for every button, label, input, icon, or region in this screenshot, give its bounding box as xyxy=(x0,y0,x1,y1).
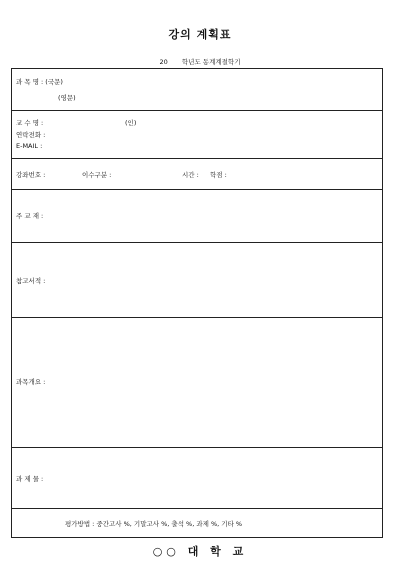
textbook-label: 주 교 재 : xyxy=(16,212,44,220)
course-name-en-label: (영문) xyxy=(58,94,76,102)
course-info-row xyxy=(12,159,382,190)
course-name-row xyxy=(12,69,382,111)
hours-label: 시간 : xyxy=(182,171,199,179)
grading-row xyxy=(12,509,382,537)
course-name-label: 과 목 명 : (국문) xyxy=(16,78,63,86)
professor-row xyxy=(12,111,382,159)
page-title: 강의 계획표 xyxy=(168,28,232,41)
email-label: E-MAIL : xyxy=(16,142,43,150)
professor-label: 교 수 명 : xyxy=(16,119,44,127)
references-row xyxy=(12,243,382,318)
contact-label: 연락전화 : xyxy=(16,131,46,139)
assignments-row xyxy=(12,448,382,509)
semester-text: 학년도 동계계절학기 xyxy=(181,58,241,66)
textbook-row xyxy=(12,190,382,243)
semester-line xyxy=(0,57,400,66)
year-prefix: 20 xyxy=(159,58,168,66)
university-name: ○○ 대 학 교 xyxy=(152,545,248,558)
course-type-label: 이수구분 : xyxy=(82,171,112,179)
overview-row xyxy=(12,318,382,448)
credits-label: 학점 : xyxy=(210,171,227,179)
assignments-label: 과 제 물 : xyxy=(16,475,44,483)
course-number-label: 강좌번호 : xyxy=(16,171,46,179)
references-label: 참고서적 : xyxy=(16,277,46,285)
seal-label: (인) xyxy=(125,119,137,127)
syllabus-form xyxy=(11,68,383,538)
overview-label: 과목개요 : xyxy=(16,378,46,386)
grading-label: 평가방법 : 중간고사 %, 기말고사 %, 출석 %, 과제 %, 기타 % xyxy=(65,520,243,528)
